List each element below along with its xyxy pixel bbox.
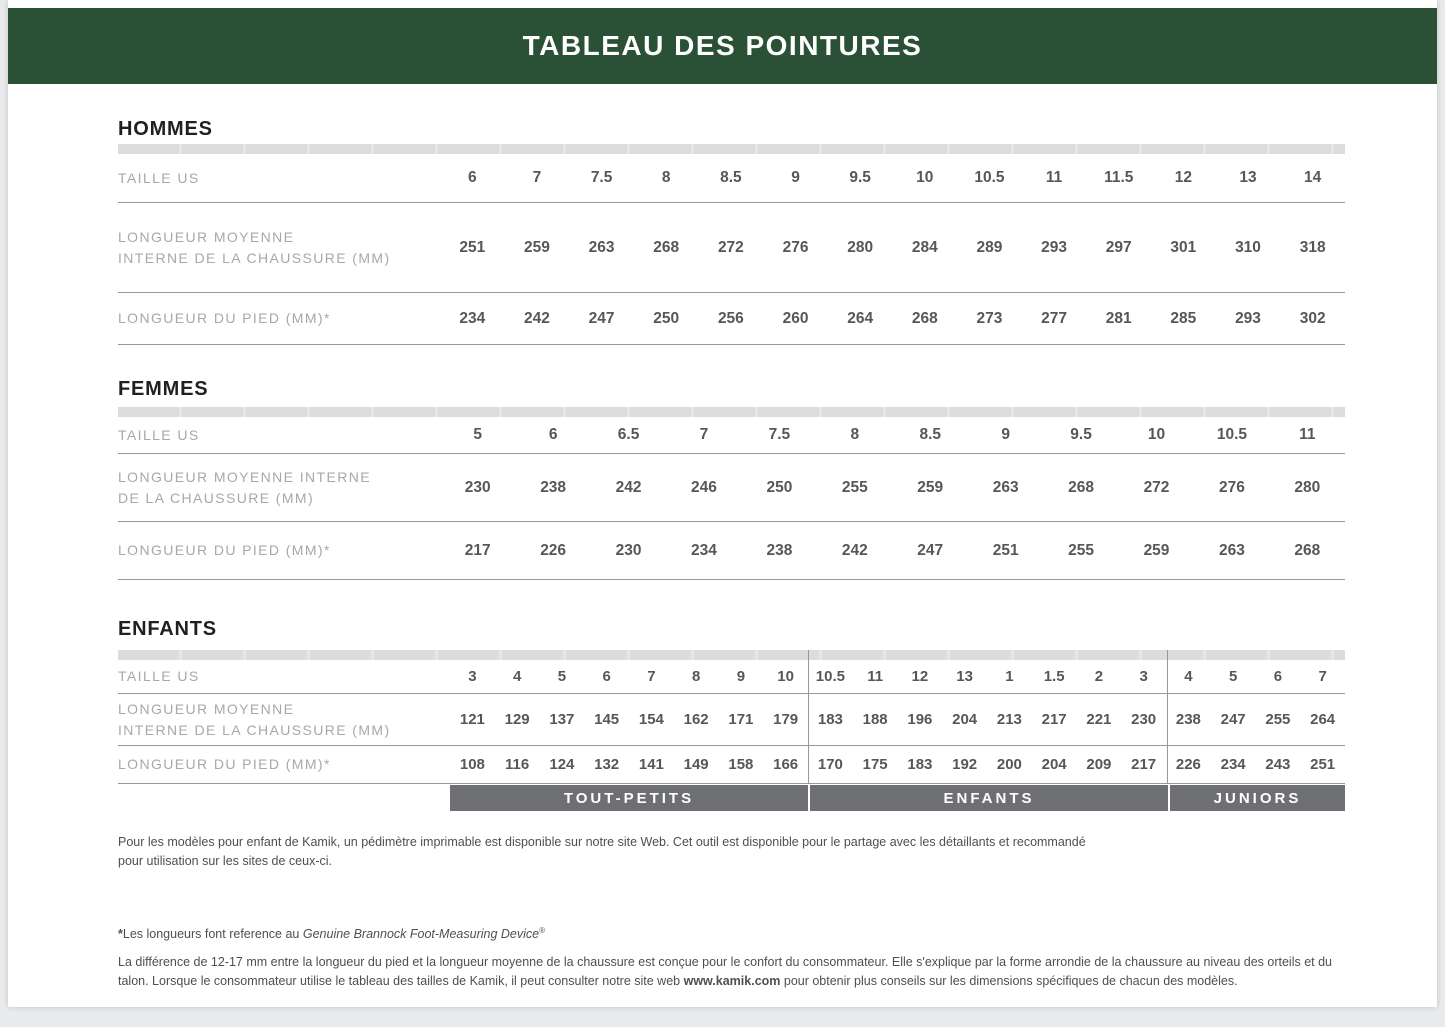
row-label: TAILLE US <box>118 426 200 443</box>
value-cell: 260 <box>782 309 809 327</box>
value-cell: 284 <box>911 238 938 256</box>
section-heading-femmes: FEMMES <box>118 378 209 400</box>
brannock-footnote: *Les longueurs font reference au Genuine Brannock Foot-Measuring Device® <box>118 925 545 941</box>
value-cell: 192 <box>952 756 978 773</box>
value-cell: 234 <box>1220 756 1246 773</box>
value-cell: 268 <box>653 238 680 256</box>
size-cell: 7 <box>532 169 542 186</box>
size-cell: 13 <box>1239 169 1257 186</box>
value-cell: 251 <box>1310 756 1336 773</box>
foot-length-values <box>450 756 1345 773</box>
value-cell: 268 <box>1294 541 1321 559</box>
row-label: LONGUEUR DU PIED (MM)* <box>118 310 331 327</box>
size-cell: 10 <box>916 169 934 186</box>
value-cell: 301 <box>1170 238 1197 256</box>
value-cell: 277 <box>1041 309 1068 327</box>
value-cell: 246 <box>691 478 717 496</box>
value-cell: 285 <box>1170 309 1197 327</box>
value-cell: 204 <box>952 711 978 728</box>
value-cell: 302 <box>1299 309 1326 327</box>
size-cell: 9.5 <box>1070 426 1092 443</box>
table-top-band <box>118 650 1345 660</box>
row-taille-us <box>118 417 1345 454</box>
size-cell: 6 <box>1273 668 1283 685</box>
size-cell: 7 <box>1318 668 1327 685</box>
value-cell: 129 <box>504 711 530 728</box>
value-cell: 247 <box>588 309 615 327</box>
size-cell: 13 <box>956 668 973 685</box>
value-cell: 149 <box>683 756 709 773</box>
value-cell: 196 <box>907 711 933 728</box>
size-cell: 10.5 <box>1216 426 1248 443</box>
size-cell: 7 <box>647 668 656 685</box>
value-cell: 226 <box>1175 756 1201 773</box>
value-cell: 250 <box>766 478 793 496</box>
value-cell: 204 <box>1041 756 1067 773</box>
row-longueur-interne <box>118 203 1345 293</box>
value-cell: 263 <box>1218 541 1245 559</box>
value-cell: 116 <box>505 756 530 773</box>
value-cell: 124 <box>549 756 575 773</box>
size-cell: 7 <box>699 426 709 443</box>
row-longueur-pied <box>118 293 1345 345</box>
value-cell: 255 <box>841 478 868 496</box>
value-cell: 175 <box>862 756 888 773</box>
size-cell: 10.5 <box>974 169 1005 186</box>
inner-length-values <box>440 239 1345 257</box>
size-cell: 8 <box>691 668 701 685</box>
value-cell: 276 <box>1218 478 1245 496</box>
value-cell: 263 <box>992 478 1019 496</box>
value-cell: 297 <box>1105 238 1132 256</box>
size-cell: 6.5 <box>617 426 640 443</box>
group-divider <box>808 650 809 784</box>
value-cell: 247 <box>917 541 944 559</box>
foot-length-values <box>440 310 1345 328</box>
size-cell: 1.5 <box>1043 668 1065 685</box>
size-cell: 1 <box>1005 668 1014 685</box>
row-label: TAILLE US <box>118 668 200 685</box>
value-cell: 145 <box>594 711 620 728</box>
value-cell: 256 <box>717 309 744 327</box>
row-longueur-pied <box>118 522 1345 580</box>
value-cell: 132 <box>594 756 620 773</box>
value-cell: 179 <box>773 711 799 728</box>
value-cell: 234 <box>459 309 486 327</box>
value-cell: 272 <box>717 238 744 256</box>
value-cell: 259 <box>1143 541 1170 559</box>
value-cell: 281 <box>1105 309 1132 327</box>
footnote-star: * <box>118 926 123 941</box>
size-cell: 6 <box>602 668 611 685</box>
value-cell: 264 <box>847 309 874 327</box>
value-cell: 158 <box>728 756 754 773</box>
size-cell: 7.5 <box>590 169 613 186</box>
section-heading-hommes: HOMMES <box>118 118 213 140</box>
size-cell: 12 <box>911 668 929 685</box>
value-cell: 293 <box>1041 238 1068 256</box>
value-cell: 238 <box>540 478 567 496</box>
value-cell: 251 <box>992 541 1019 559</box>
value-cell: 217 <box>464 541 491 559</box>
row-taille-us <box>118 154 1345 203</box>
size-cell: 8 <box>661 169 671 186</box>
group-divider <box>1167 650 1168 784</box>
size-cell: 9.5 <box>849 169 871 186</box>
value-cell: 242 <box>615 478 642 496</box>
inner-length-values <box>440 479 1345 497</box>
size-cell: 8.5 <box>919 426 942 443</box>
size-cell: 10.5 <box>815 668 845 685</box>
section-heading-enfants: ENFANTS <box>118 618 217 640</box>
value-cell: 250 <box>653 309 680 327</box>
difference-paragraph: La différence de 12-17 mm entre la longueur du pied et la longueur moyenne de la chaussure est conçue pour le confort du consommateur. Elle s'explique par la forme arrondie de la chaussure au niveau des orteils et du talon. Lorsque le consommateur utilise le tableau des tailles de Kamik, il peut consulter notre site web www.kamik.com pour obtenir plus conseils sur les dimensions spécifiques de chacun des modèles. <box>118 954 1333 988</box>
size-cell: 11 <box>1299 426 1316 443</box>
value-cell: 217 <box>1041 711 1067 728</box>
size-table-femmes <box>118 407 1345 580</box>
value-cell: 268 <box>1068 478 1095 496</box>
age-group-band <box>450 785 1345 811</box>
value-cell: 268 <box>911 309 938 327</box>
value-cell: 234 <box>691 541 717 559</box>
row-label: LONGUEUR MOYENNE INTERNE DE LA CHAUSSURE (MM) <box>118 701 391 738</box>
size-values <box>450 668 1345 685</box>
size-values <box>440 426 1345 444</box>
value-cell: 230 <box>1131 711 1157 728</box>
value-cell: 280 <box>847 238 874 256</box>
value-cell: 318 <box>1299 238 1326 256</box>
value-cell: 272 <box>1143 478 1170 496</box>
value-cell: 242 <box>841 541 868 559</box>
row-label: LONGUEUR DU PIED (MM)* <box>118 756 331 773</box>
value-cell: 243 <box>1265 756 1291 773</box>
size-cell: 5 <box>557 668 567 685</box>
size-cell: 8.5 <box>720 169 742 186</box>
size-cell: 5 <box>473 426 483 443</box>
row-label: LONGUEUR DU PIED (MM)* <box>118 542 331 559</box>
value-cell: 273 <box>976 309 1003 327</box>
size-cell: 4 <box>1184 668 1193 685</box>
size-cell: 11 <box>1045 169 1063 186</box>
size-cell: 7.5 <box>768 426 791 443</box>
value-cell: 137 <box>549 711 575 728</box>
size-cell: 3 <box>1139 668 1148 685</box>
value-cell: 162 <box>683 711 709 728</box>
row-taille-us <box>118 660 1345 694</box>
size-cell: 14 <box>1304 169 1322 186</box>
page-title: TABLEAU DES POINTURES <box>522 30 923 61</box>
value-cell: 259 <box>524 238 550 256</box>
group-label-tout-petits: TOUT-PETITS <box>450 785 808 811</box>
value-cell: 251 <box>459 238 486 256</box>
size-table-enfants <box>118 650 1345 807</box>
size-cell: 11 <box>867 668 884 685</box>
size-cell: 2 <box>1094 668 1104 685</box>
size-cell: 9 <box>791 169 800 186</box>
value-cell: 238 <box>766 541 793 559</box>
value-cell: 293 <box>1235 309 1261 327</box>
value-cell: 121 <box>459 711 485 728</box>
size-cell: 10 <box>1147 426 1166 443</box>
value-cell: 108 <box>459 756 485 773</box>
size-values <box>440 169 1345 187</box>
table-top-band <box>118 144 1345 154</box>
value-cell: 280 <box>1294 478 1321 496</box>
value-cell: 170 <box>817 756 843 773</box>
value-cell: 230 <box>464 478 491 496</box>
value-cell: 141 <box>638 756 664 773</box>
size-cell: 6 <box>468 169 477 186</box>
row-longueur-interne <box>118 694 1345 746</box>
inner-length-values <box>450 711 1345 728</box>
row-label: TAILLE US <box>118 169 200 186</box>
value-cell: 289 <box>976 238 1003 256</box>
size-cell: 6 <box>548 426 558 443</box>
value-cell: 230 <box>615 541 642 559</box>
value-cell: 188 <box>862 711 888 728</box>
kamik-url: www.kamik.com <box>683 973 781 988</box>
value-cell: 213 <box>996 711 1022 728</box>
value-cell: 255 <box>1265 711 1291 728</box>
size-cell: 9 <box>1001 426 1010 443</box>
value-cell: 226 <box>540 541 567 559</box>
size-table-hommes <box>118 144 1345 345</box>
document-page <box>8 0 1437 1007</box>
pedometer-note: Pour les modèles pour enfant de Kamik, un pédimètre imprimable est disponible sur notre site Web. Cet outil est disponible pour le partage avec les détaillants et recommandé pour utilisation sur les sites de ceux-ci. <box>118 834 1086 868</box>
row-longueur-pied <box>118 746 1345 784</box>
size-cell: 9 <box>736 668 746 685</box>
value-cell: 259 <box>917 478 944 496</box>
value-cell: 238 <box>1175 711 1201 728</box>
value-cell: 264 <box>1310 711 1336 728</box>
title-banner <box>8 8 1437 84</box>
row-label: LONGUEUR MOYENNE INTERNE DE LA CHAUSSURE (MM) <box>118 229 391 266</box>
value-cell: 183 <box>907 756 933 773</box>
size-cell: 11.5 <box>1104 169 1134 186</box>
value-cell: 171 <box>728 711 754 728</box>
value-cell: 166 <box>773 756 799 773</box>
value-cell: 221 <box>1086 711 1112 728</box>
size-cell: 4 <box>512 668 522 685</box>
value-cell: 200 <box>996 756 1022 773</box>
size-cell: 5 <box>1228 668 1238 685</box>
value-cell: 154 <box>638 711 664 728</box>
value-cell: 276 <box>782 238 809 256</box>
value-cell: 183 <box>817 711 843 728</box>
size-cell: 12 <box>1174 169 1192 186</box>
value-cell: 310 <box>1235 238 1261 256</box>
value-cell: 209 <box>1086 756 1112 773</box>
value-cell: 263 <box>588 238 615 256</box>
value-cell: 242 <box>524 309 550 327</box>
group-label-juniors: JUNIORS <box>1170 785 1345 811</box>
size-cell: 8 <box>850 426 860 443</box>
row-label: LONGUEUR MOYENNE INTERNE DE LA CHAUSSURE (MM) <box>118 469 371 506</box>
value-cell: 247 <box>1220 711 1246 728</box>
row-longueur-interne <box>118 454 1345 522</box>
group-label-enfants: ENFANTS <box>810 785 1168 811</box>
value-cell: 255 <box>1068 541 1095 559</box>
foot-length-values <box>440 542 1345 560</box>
size-cell: 3 <box>468 668 477 685</box>
size-cell: 10 <box>777 668 794 685</box>
table-top-band <box>118 407 1345 417</box>
value-cell: 217 <box>1131 756 1157 773</box>
